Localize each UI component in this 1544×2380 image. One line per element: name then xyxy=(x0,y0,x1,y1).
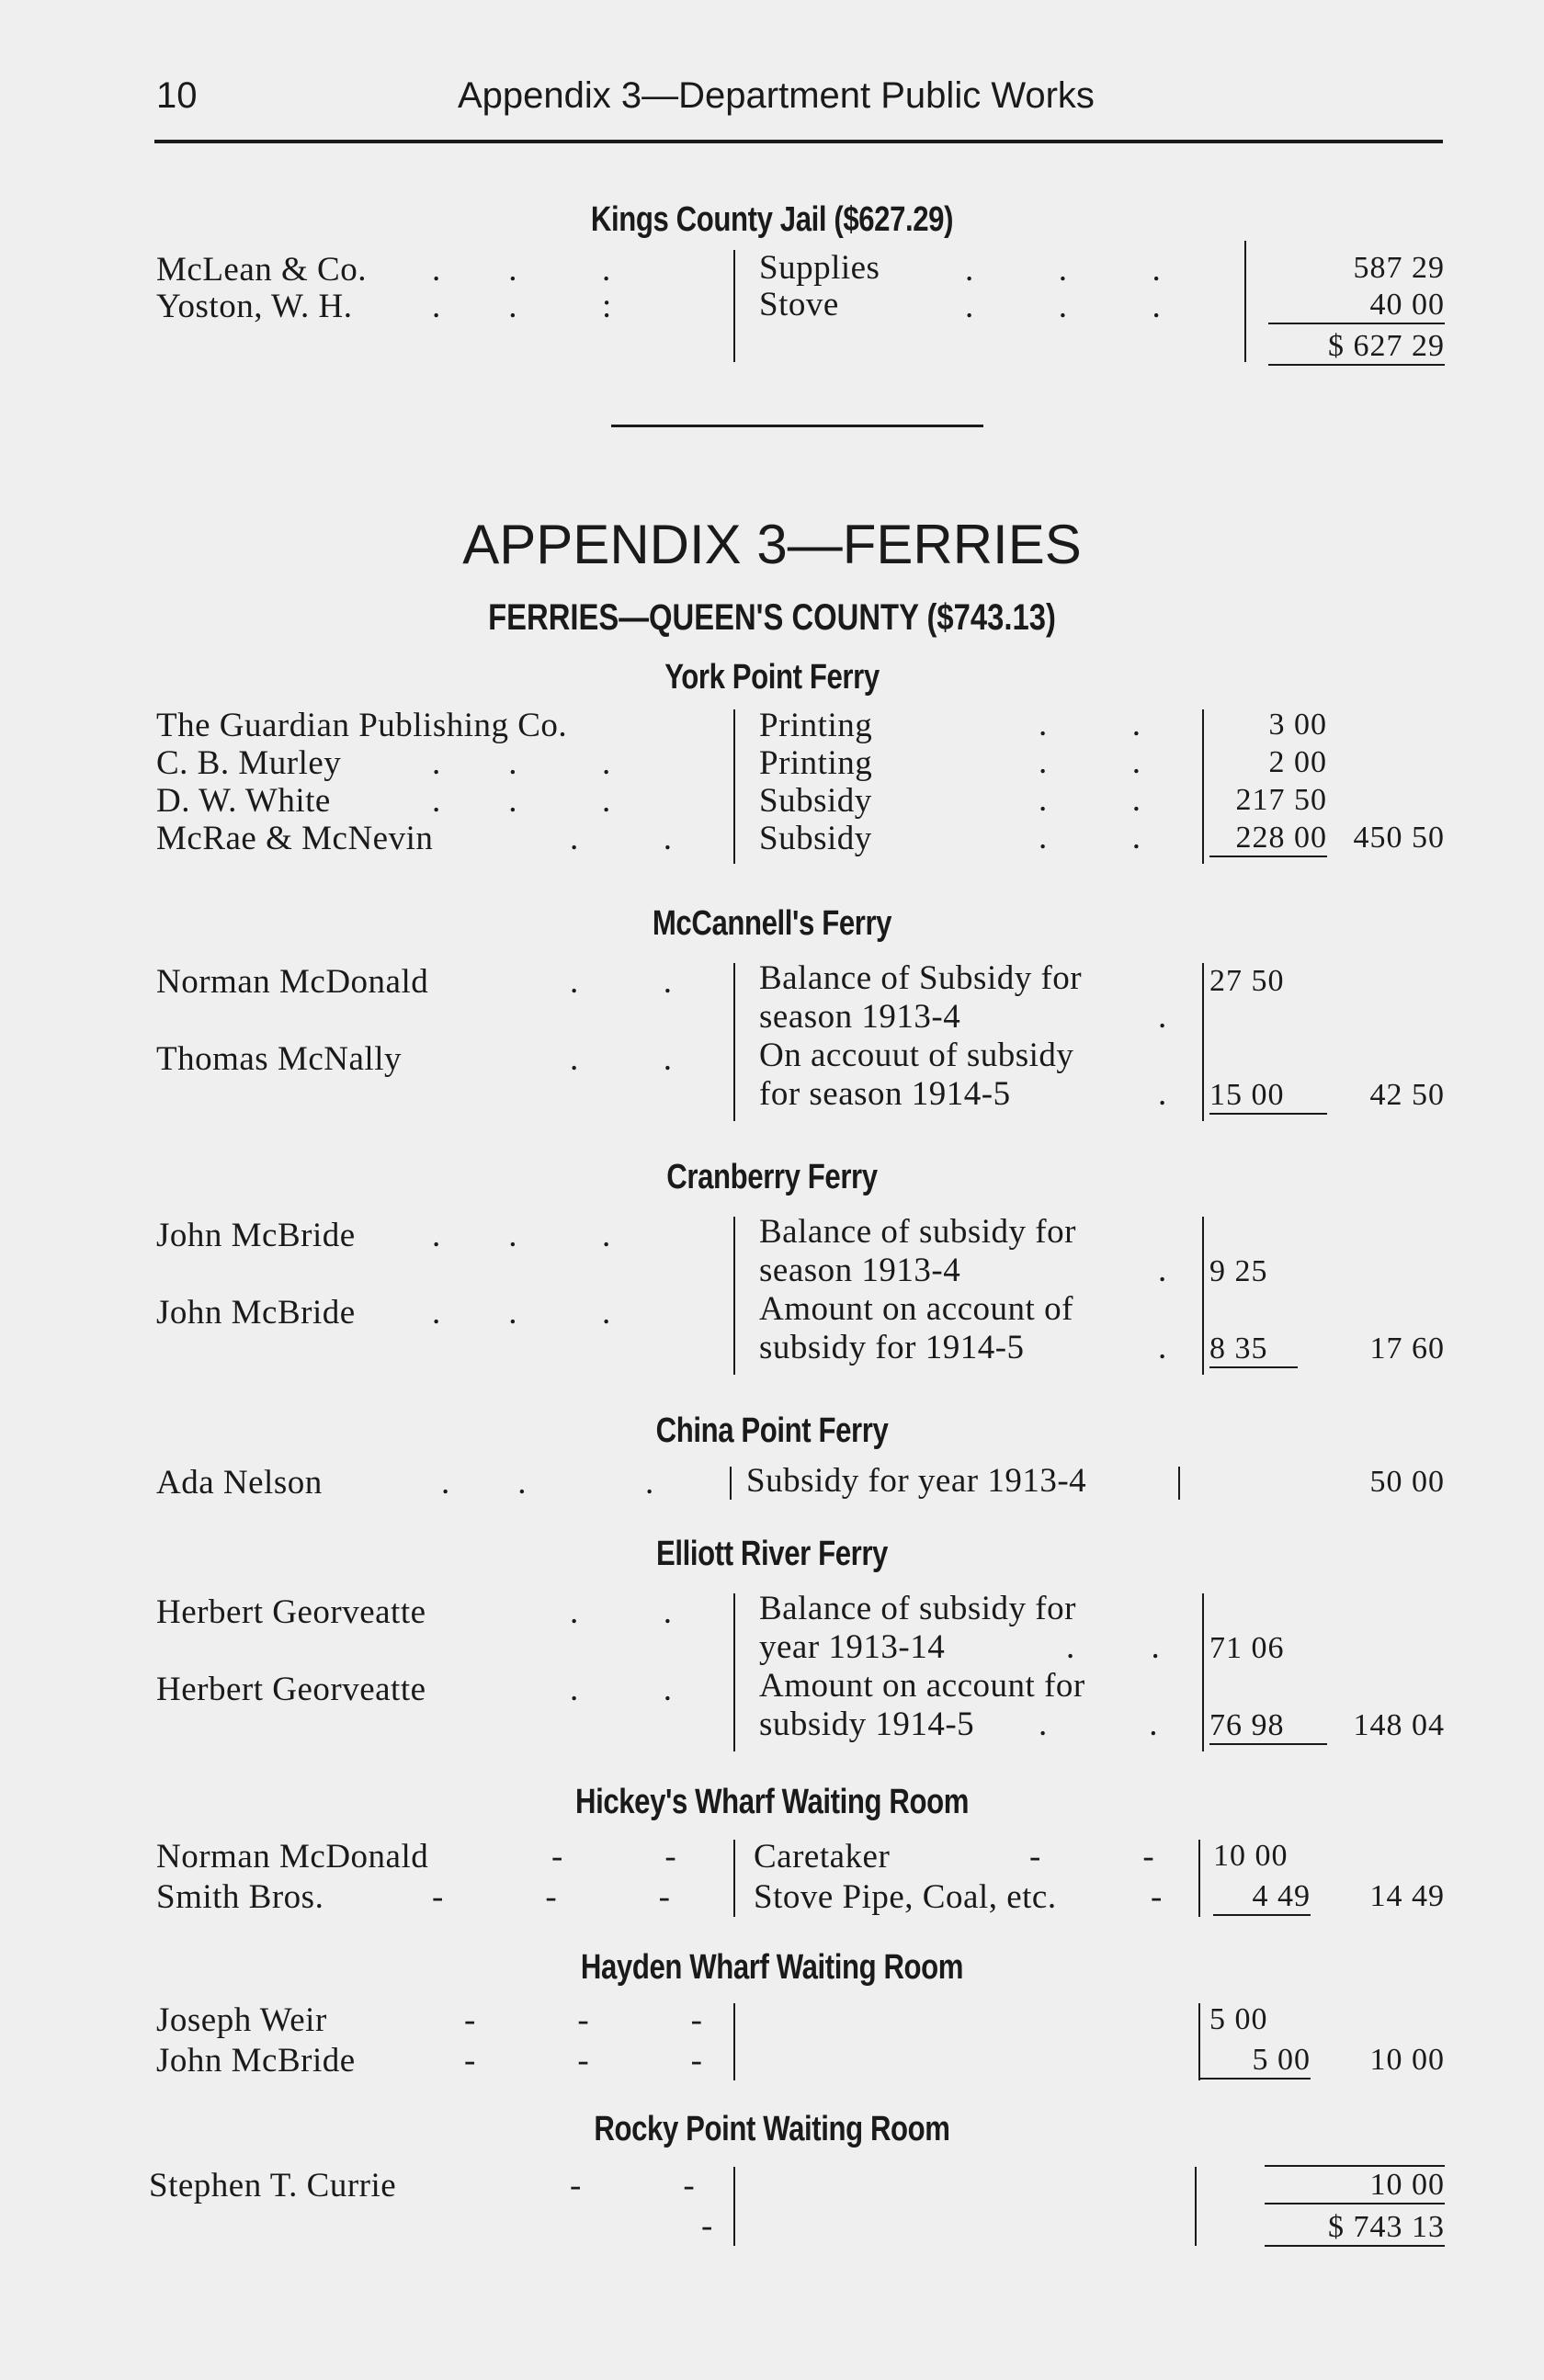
payee-name: Smith Bros. xyxy=(156,1878,324,1916)
leader-dots: - - - xyxy=(432,1878,670,1916)
amount: 9 25 xyxy=(1209,1254,1268,1288)
running-title: Appendix 3—Department Public Works xyxy=(458,75,1095,116)
amount: 217 50 xyxy=(1235,783,1327,817)
leader-dots: . xyxy=(1158,1252,1167,1289)
amount: 71 06 xyxy=(1209,1631,1285,1665)
total-rule xyxy=(1265,2165,1445,2167)
item-description: Balance of subsidy for xyxy=(759,1590,1076,1627)
column-rule xyxy=(733,1217,735,1375)
amount: 228 00 xyxy=(1209,821,1327,857)
payee-name: Norman McDonald xyxy=(156,1838,429,1876)
section-heading-cranberry: Cranberry Ferry xyxy=(666,1158,878,1196)
item-description: Printing xyxy=(759,707,873,744)
grand-total: $ 743 13 xyxy=(1265,2210,1445,2247)
leader-dots: . . . xyxy=(432,1294,611,1332)
section-heading-hickeys-wharf: Hickey's Wharf Waiting Room xyxy=(574,1783,970,1821)
amount: 10 00 xyxy=(1213,1839,1289,1873)
leader-dots: . . . xyxy=(965,288,1161,325)
leader-dots: . . : xyxy=(432,288,612,325)
item-description: subsidy 1914-5 xyxy=(759,1706,975,1743)
leader-dots: - - - xyxy=(464,2001,702,2039)
section-heading-mccannell: McCannell's Ferry xyxy=(652,904,892,943)
amount: 8 35 xyxy=(1209,1332,1298,1368)
section-heading-york-point: York Point Ferry xyxy=(664,658,880,697)
payee-name: Yoston, W. H. xyxy=(156,288,353,325)
item-description: Subsidy for year 1913-4 xyxy=(746,1462,1087,1500)
amount: 40 00 xyxy=(1268,288,1445,324)
payee-name: Thomas McNally xyxy=(156,1040,402,1078)
payee-name: McRae & McNevin xyxy=(156,820,434,857)
item-description: year 1913-14 xyxy=(759,1628,946,1666)
section-heading-china-point: China Point Ferry xyxy=(655,1411,889,1450)
column-rule xyxy=(1195,2167,1197,2246)
leader-dots: . . . xyxy=(441,1464,654,1502)
page-number: 10 xyxy=(156,75,198,116)
item-description: for season 1914-5 xyxy=(759,1075,1011,1113)
leader-dots: - xyxy=(701,2207,713,2245)
payee-name: Herbert Georveatte xyxy=(156,1593,426,1631)
leader-dots: - - xyxy=(570,2167,695,2204)
section-total: $ 627 29 xyxy=(1268,329,1445,366)
payee-name: The Guardian Publishing Co. xyxy=(156,707,568,744)
leader-dots: . . xyxy=(1039,1706,1158,1743)
leader-dots: - - - xyxy=(464,2042,702,2080)
item-description: Stove xyxy=(759,286,839,323)
leader-dots: . . xyxy=(570,963,672,1001)
leader-dots: . xyxy=(1158,1329,1167,1366)
payee-name: John McBride xyxy=(156,1217,356,1254)
leader-dots: . . . xyxy=(965,251,1161,289)
column-rule xyxy=(1202,709,1204,864)
amount: 50 00 xyxy=(1369,1465,1445,1499)
amount: 587 29 xyxy=(1353,251,1445,285)
leader-dots: . . xyxy=(570,1671,672,1708)
amount: 2 00 xyxy=(1268,745,1327,779)
section-total: 148 04 xyxy=(1353,1708,1445,1742)
item-description: Caretaker xyxy=(754,1838,891,1876)
column-rule xyxy=(733,1593,735,1751)
item-description: On accouut of subsidy xyxy=(759,1037,1074,1074)
column-rule xyxy=(1178,1467,1180,1500)
payee-name: John McBride xyxy=(156,2042,356,2080)
section-total: 42 50 xyxy=(1369,1078,1445,1112)
leader-dots: . . . . . . . . xyxy=(1039,706,1141,856)
item-description: season 1913-4 xyxy=(759,998,961,1036)
leader-dots: . . . xyxy=(432,1217,611,1254)
payee-name: Herbert Georveatte xyxy=(156,1671,426,1708)
header-rule xyxy=(154,140,1443,143)
section-divider xyxy=(611,425,983,427)
payee-name: Joseph Weir xyxy=(156,2001,327,2039)
leader-dots: . . . xyxy=(432,782,611,820)
item-description: Subsidy xyxy=(759,820,872,857)
item-description: Subsidy xyxy=(759,782,872,820)
amount: 76 98 xyxy=(1209,1708,1327,1745)
column-rule xyxy=(1202,1593,1204,1751)
column-rule xyxy=(733,2167,735,2246)
leader-dots: . xyxy=(1158,1075,1167,1113)
section-heading-elliott-river: Elliott River Ferry xyxy=(656,1535,888,1573)
column-rule xyxy=(733,709,735,864)
leader-dots: . . xyxy=(1066,1628,1160,1666)
appendix-title: APPENDIX 3—FERRIES xyxy=(462,514,1082,575)
payee-name: Stephen T. Currie xyxy=(149,2167,397,2204)
item-description: season 1913-4 xyxy=(759,1252,961,1289)
item-description: Amount on account for xyxy=(759,1667,1085,1705)
column-rule xyxy=(733,1840,735,1917)
column-rule xyxy=(730,1467,732,1500)
item-description: Balance of Subsidy for xyxy=(759,959,1083,997)
leader-dots: . . . xyxy=(432,251,611,289)
amount: 10 00 xyxy=(1265,2168,1445,2204)
leader-dots: . . xyxy=(570,1593,672,1631)
item-description: Stove Pipe, Coal, etc. xyxy=(754,1878,1057,1916)
column-rule xyxy=(733,963,735,1121)
item-description: subsidy for 1914-5 xyxy=(759,1329,1025,1366)
section-total: 17 60 xyxy=(1369,1332,1445,1366)
item-description: Supplies xyxy=(759,249,880,287)
payee-name: C. B. Murley xyxy=(156,744,342,782)
payee-name: Ada Nelson xyxy=(156,1464,323,1502)
section-heading-hayden-wharf: Hayden Wharf Waiting Room xyxy=(580,1948,964,1987)
leader-dots: . xyxy=(1158,998,1167,1036)
section-heading-kings-jail: Kings County Jail ($627.29) xyxy=(590,200,954,239)
column-rule xyxy=(1198,1840,1200,1917)
item-description: Printing xyxy=(759,744,873,782)
amount: 4 49 xyxy=(1213,1879,1311,1916)
county-heading: FERRIES—QUEEN'S COUNTY ($743.13) xyxy=(488,597,1056,638)
section-total: 14 49 xyxy=(1369,1879,1445,1913)
leader-dots: . . . xyxy=(432,744,611,782)
section-total: 450 50 xyxy=(1353,821,1445,855)
payee-name: John McBride xyxy=(156,1294,356,1332)
column-rule xyxy=(733,2003,735,2080)
payee-name: Norman McDonald xyxy=(156,963,429,1001)
amount: 5 00 xyxy=(1209,2002,1268,2036)
payee-name: D. W. White xyxy=(156,782,331,820)
leader-dots: - - xyxy=(551,1838,676,1876)
amount: 15 00 xyxy=(1209,1078,1327,1115)
leader-dots: - - xyxy=(1029,1838,1154,1876)
amount: 5 00 xyxy=(1198,2043,1311,2080)
column-rule xyxy=(1202,963,1204,1121)
column-rule xyxy=(1244,241,1246,362)
leader-dots: - xyxy=(1151,1878,1163,1916)
leader-dots: . . xyxy=(570,1040,672,1078)
column-rule xyxy=(1202,1217,1204,1375)
leader-dots: . . xyxy=(570,820,672,857)
amount: 3 00 xyxy=(1268,708,1327,742)
item-description: Amount on account of xyxy=(759,1290,1073,1328)
payee-name: McLean & Co. xyxy=(156,251,367,289)
amount: 27 50 xyxy=(1209,964,1285,998)
section-total: 10 00 xyxy=(1369,2043,1445,2077)
column-rule xyxy=(733,250,735,362)
section-heading-rocky-point: Rocky Point Waiting Room xyxy=(594,2110,950,2148)
item-description: Balance of subsidy for xyxy=(759,1213,1076,1251)
